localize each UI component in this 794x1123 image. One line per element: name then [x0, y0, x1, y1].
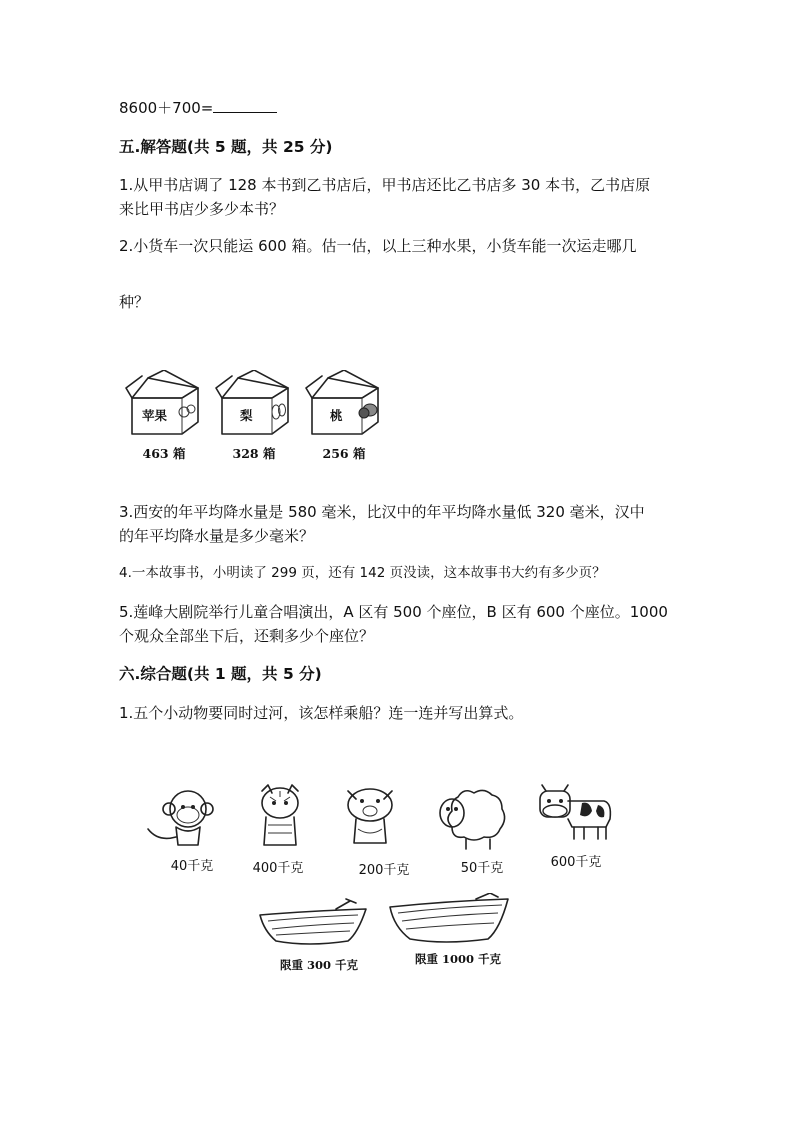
- tiger-icon: [262, 785, 298, 845]
- equation-text: 8600＋700=: [119, 99, 214, 117]
- apple-count: 463 箱: [142, 446, 186, 461]
- answer-blank[interactable]: [213, 98, 277, 113]
- pig-icon: [348, 789, 392, 843]
- pear-box-label: 梨: [240, 408, 253, 423]
- large-boat-icon: [390, 893, 508, 942]
- small-boat-icon: [260, 899, 366, 944]
- peach-box: [306, 370, 378, 434]
- pig-weight: 200千克: [358, 863, 410, 878]
- top-equation: [119, 96, 277, 120]
- large-boat-limit: 限重 1000 千克: [414, 952, 501, 966]
- q5-line1: 5.莲峰大剧院举行儿童合唱演出，A 区有 500 个座位，B 区有 600 个座位。1000: [119, 603, 668, 621]
- boats-figure: [250, 893, 520, 973]
- animals-figure: [130, 775, 630, 885]
- pear-count: 328 箱: [232, 446, 276, 461]
- s6-q1-line1: 1.五个小动物要同时过河，该怎样乘船？连一连并写出算式。: [119, 704, 524, 722]
- pear-box: [216, 370, 288, 434]
- q5-line2: 个观众全部坐下后，还剩多少个座位？: [119, 627, 375, 645]
- tiger-weight: 400千克: [252, 861, 304, 876]
- apple-box: [126, 370, 198, 434]
- q4-line1: 4.一本故事书，小明读了 299 页，还有 142 页没读，这本故事书大约有多少页？: [119, 565, 606, 581]
- peach-box-label: 桃: [330, 408, 343, 423]
- apple-box-label: 苹果: [142, 408, 168, 423]
- q3-line2: 的年平均降水量是多少毫米？: [119, 527, 315, 545]
- small-boat-limit: 限重 300 千克: [279, 958, 358, 972]
- q2-line2: 种？: [119, 293, 150, 311]
- monkey-weight: 40千克: [170, 859, 214, 874]
- cow-weight: 600千克: [550, 855, 602, 870]
- q3-line1: 3.西安的年平均降水量是 580 毫米，比汉中的年平均降水量低 320 毫米，汉中: [119, 503, 645, 521]
- peach-count: 256 箱: [322, 446, 366, 461]
- fruit-boxes-figure: [120, 370, 390, 465]
- q1-line1: 1.从甲书店调了 128 本书到乙书店后，甲书店还比乙书店多 30 本书，乙书店原: [119, 176, 651, 194]
- section6-heading: 六.综合题(共 1 题，共 5 分): [119, 665, 322, 683]
- q2-line1: 2.小货车一次只能运 600 箱。估一估，以上三种水果，小货车能一次运走哪几: [119, 237, 637, 255]
- q1-line2: 来比甲书店少多少本书？: [119, 200, 285, 218]
- sheep-icon: [440, 790, 505, 849]
- cow-icon: [540, 785, 610, 839]
- section5-heading: 五.解答题(共 5 题，共 25 分): [119, 138, 333, 156]
- boats-illustration: [250, 893, 520, 953]
- sheep-weight: 50千克: [460, 861, 504, 876]
- monkey-icon: [148, 791, 213, 845]
